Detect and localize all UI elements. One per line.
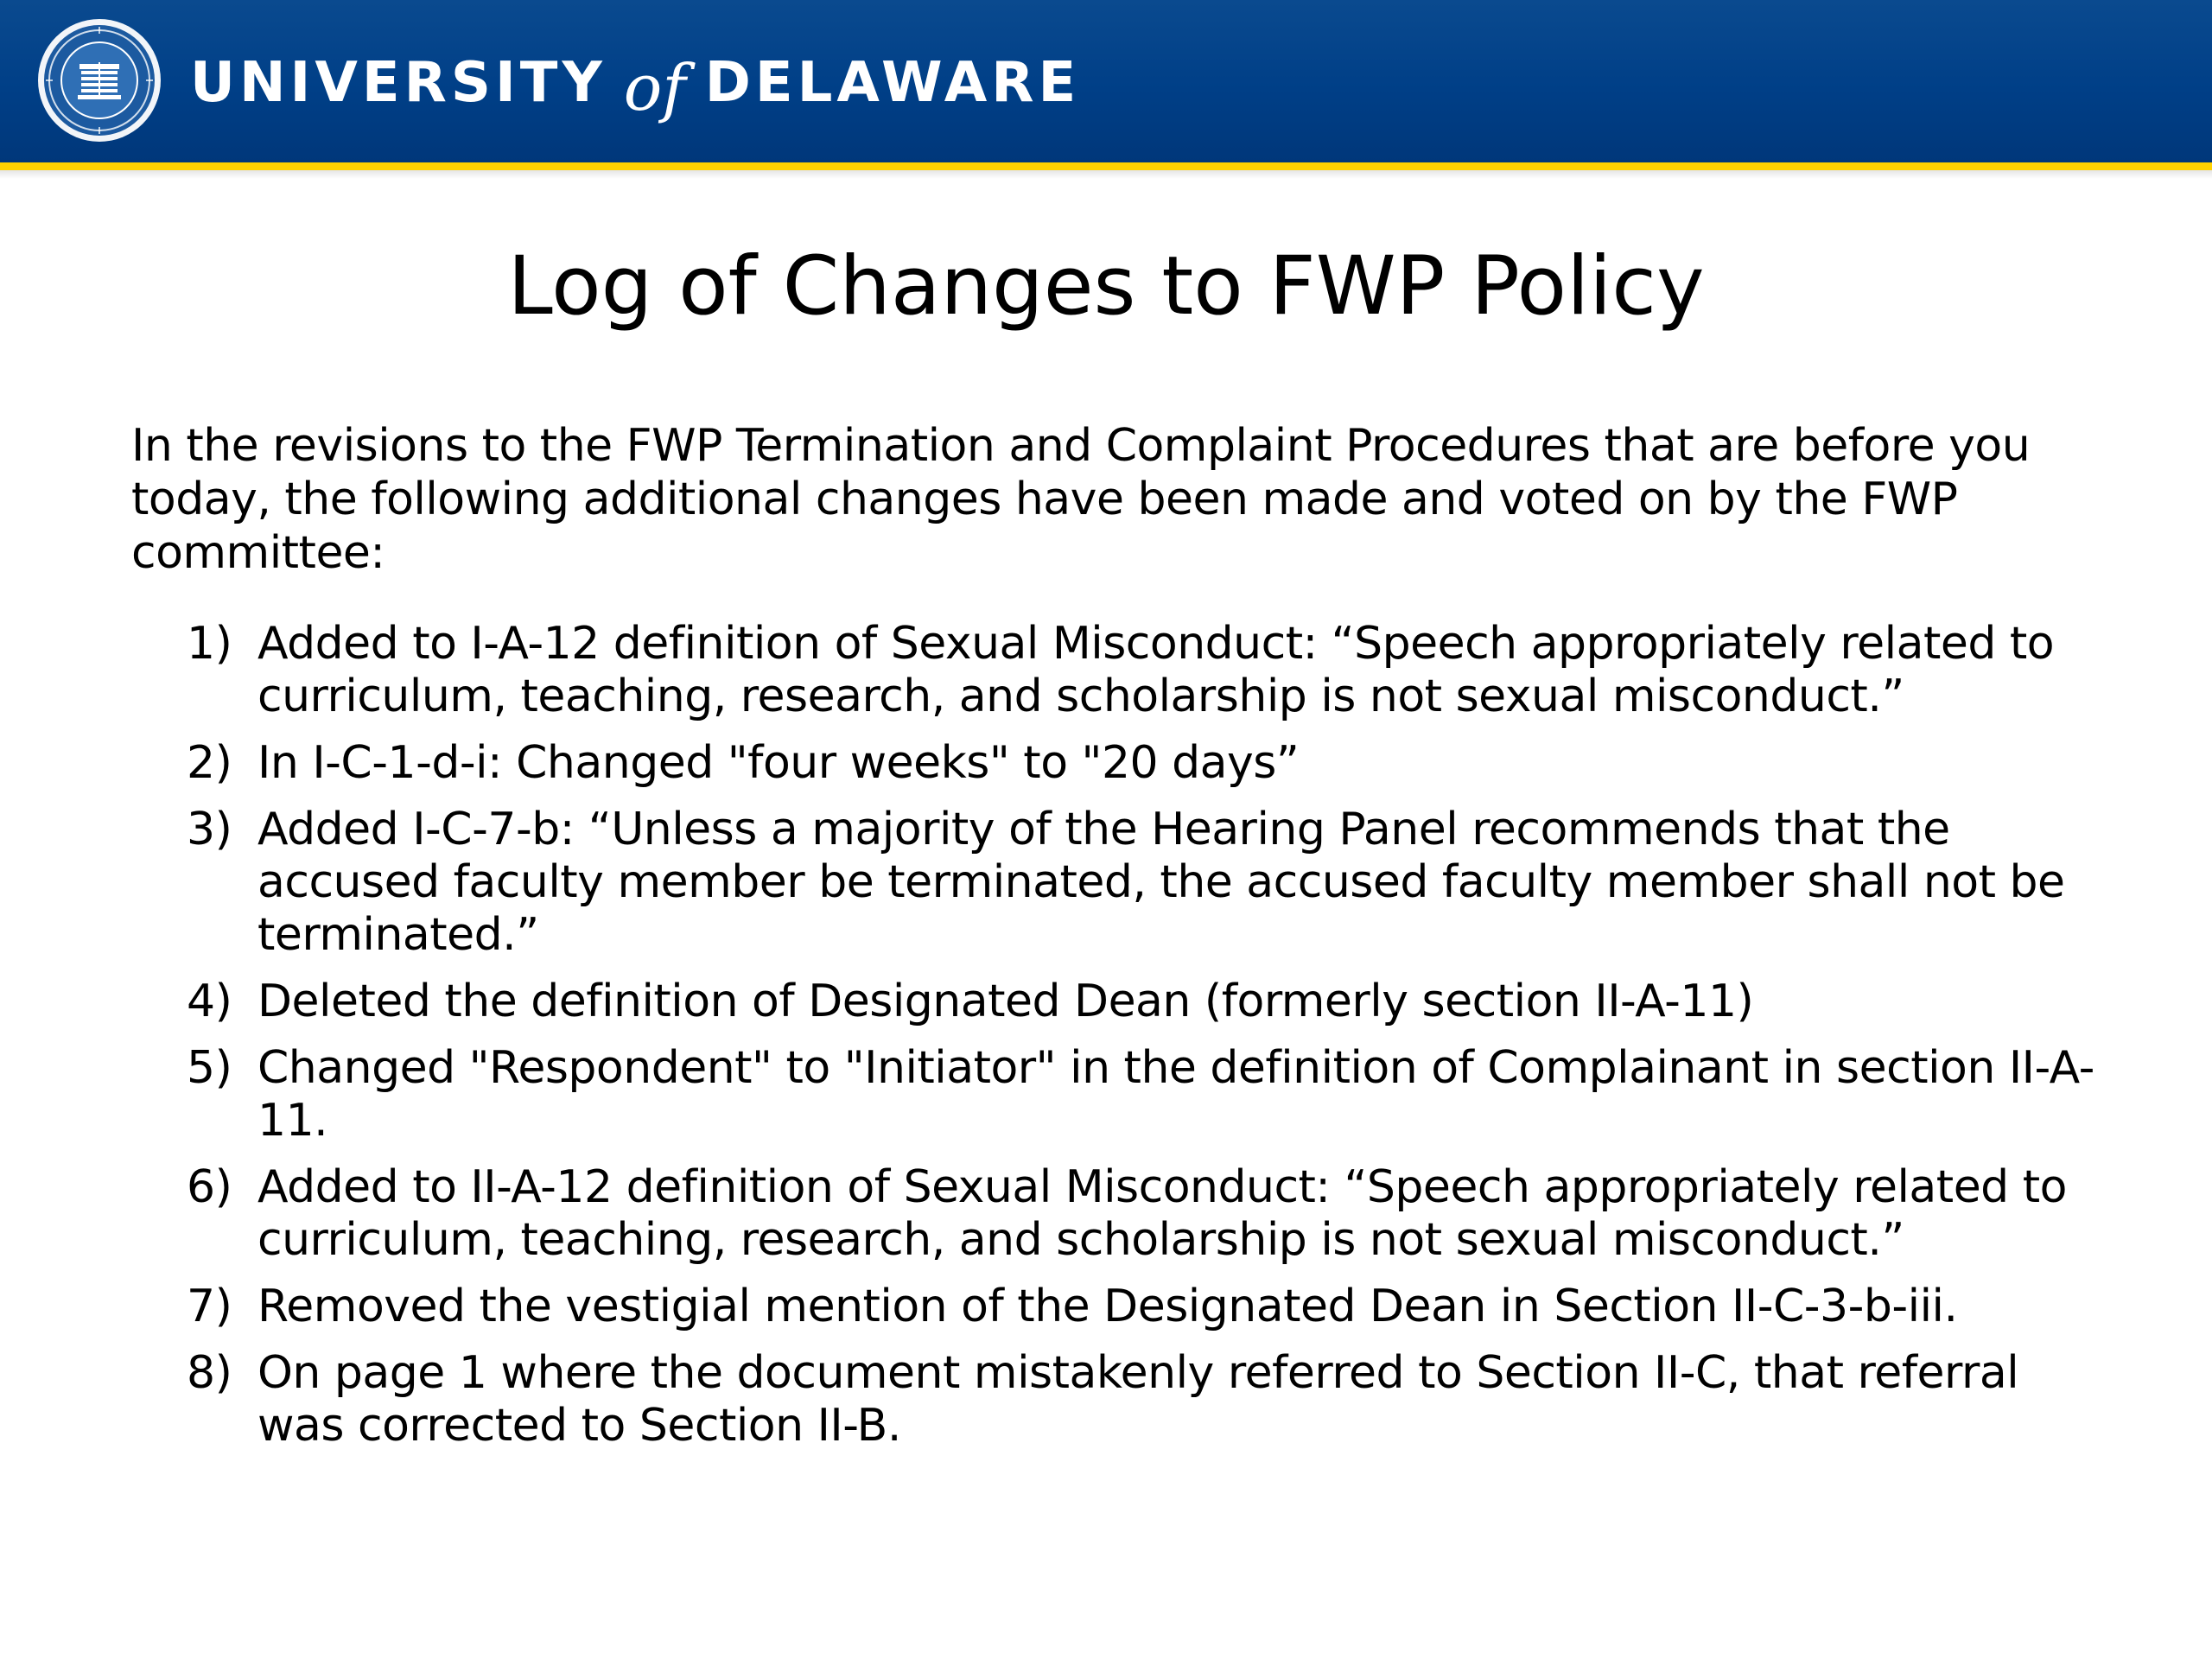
list-item <box>0 1042 2098 1147</box>
slide-title: Log of Changes to FWP Policy <box>507 239 1705 334</box>
list-item-number: 7) <box>187 1281 232 1332</box>
list-item-number: 1) <box>187 618 232 670</box>
list-item-text: Deleted the definition of Designated Dean (formerly section II-A-11) <box>257 976 1754 1027</box>
list-item-text: Changed "Respondent" to "Initiator" in the definition of Complainant in section II-A-11. <box>257 1042 2094 1147</box>
intro-paragraph: In the revisions to the FWP Termination and Complaint Procedures that are before you today, the following additional changes have been made and voted on by the FWP committee: <box>131 420 2031 579</box>
changes-list <box>0 618 2212 1466</box>
university-seal-icon <box>36 17 162 143</box>
list-item-text: On page 1 where the document mistakenly referred to Section II-C, that referral was corrected to Section II-B. <box>257 1347 2019 1452</box>
list-item <box>0 1161 2098 1267</box>
brand-word-of: of <box>623 51 686 125</box>
list-item-number: 3) <box>187 804 232 855</box>
list-item-text: Added I-C-7-b: “Unless a majority of the Hearing Panel recommends that the accused faculty member be terminated, the accused faculty member shall not be terminated.” <box>257 804 2065 961</box>
brand-word-delaware: DELAWARE <box>704 51 1081 115</box>
list-item-number: 4) <box>187 976 232 1027</box>
header-gold-stripe <box>0 162 2212 170</box>
header-shadow <box>0 170 2212 179</box>
brand-word-university: UNIVERSITY <box>190 51 607 115</box>
list-item-number: 6) <box>187 1161 232 1213</box>
list-item <box>0 1347 2098 1452</box>
list-item <box>0 1281 2098 1333</box>
list-item <box>0 737 2098 790</box>
list-item-text: In I-C-1-d-i: Changed "four weeks" to "20 days” <box>257 737 1300 789</box>
header-banner <box>0 0 2212 162</box>
list-item-number: 8) <box>187 1347 232 1399</box>
list-item <box>0 618 2098 723</box>
list-item-number: 2) <box>187 737 232 789</box>
list-item-text: Added to II-A-12 definition of Sexual Misconduct: “Speech appropriately related to curriculum, teaching, research, and scholarship is not sexual misconduct.” <box>257 1161 2067 1266</box>
university-wordmark <box>190 41 1080 124</box>
list-item-text: Added to I-A-12 definition of Sexual Misconduct: “Speech appropriately related to curriculum, teaching, research, and scholarship is not sexual misconduct.” <box>257 618 2055 722</box>
list-item <box>0 976 2098 1028</box>
list-item <box>0 804 2098 962</box>
list-item-number: 5) <box>187 1042 232 1094</box>
list-item-text: Removed the vestigial mention of the Designated Dean in Section II-C-3-b-iii. <box>257 1281 1958 1332</box>
